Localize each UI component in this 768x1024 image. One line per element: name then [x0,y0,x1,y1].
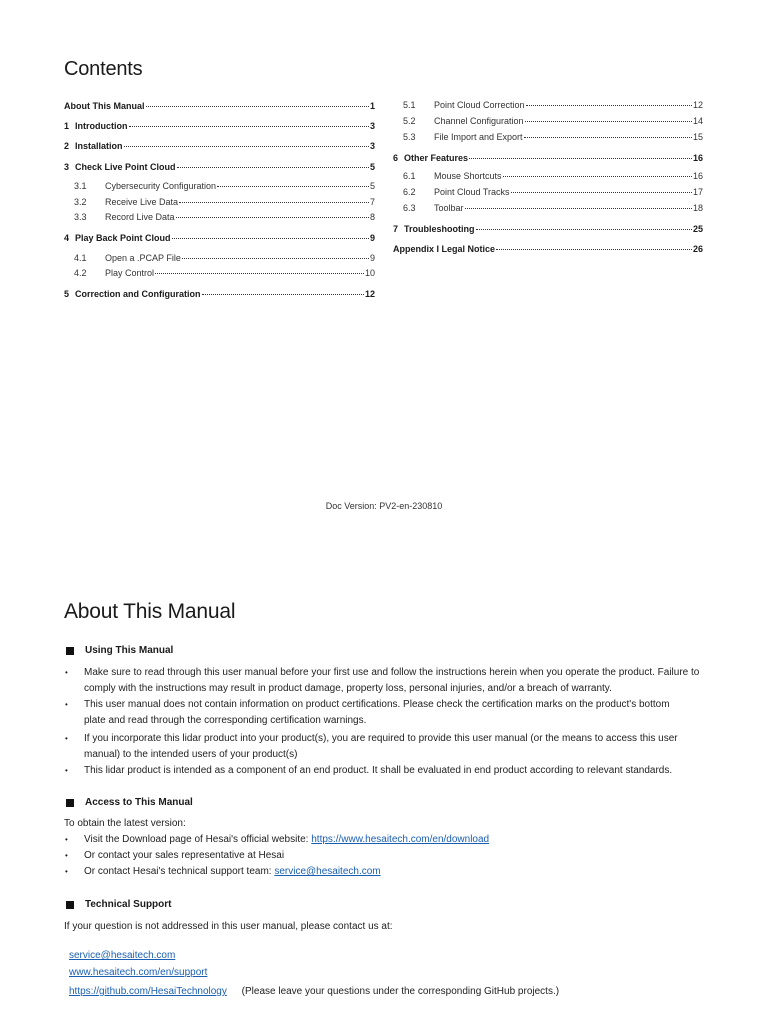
bullet-line: comply with the instructions may result in product damage, property loss, personal injuries, and/or a breach of warranty. [84,683,612,694]
toc-entry-title: Toolbar [434,203,464,213]
toc-entry-title: Installation [75,141,123,151]
bullet-line: plate and read through the corresponding certification warnings. [84,715,367,726]
list-item [65,731,745,763]
toc-entry-title: Play Back Point Cloud [75,233,171,243]
toc-leader-dots [503,176,692,177]
list-item [65,848,745,864]
toc-entry-page: 18 [692,203,703,213]
bullet-icon: • [65,867,68,876]
toc-entry[interactable] [74,181,375,191]
toc-entry[interactable] [74,197,375,207]
toc-entry-title: Mouse Shortcuts [434,171,502,181]
toc-entry-page: 3 [369,141,375,151]
toc-entry-page: 25 [692,224,703,234]
toc-entry[interactable] [403,203,703,213]
toc-entry-number: 2 [64,141,70,151]
toc-entry-number: 5.1 [403,100,416,110]
bullet-line: If you incorporate this lidar product into your product(s), you are required to provide this user manual (or the means to access this user [84,733,678,744]
toc-entry[interactable] [403,100,703,110]
toc-entry-page: 3 [369,121,375,131]
bullet-icon: • [65,700,68,709]
about-title: About This Manual [64,600,236,623]
toc-leader-dots [496,249,692,250]
support-email-link[interactable]: service@hesaitech.com [274,866,381,877]
toc-leader-dots [524,137,692,138]
toc-entry-number: 3.2 [74,197,87,207]
toc-entry-number: 4.2 [74,268,87,278]
toc-entry-title: Record Live Data [105,212,175,222]
toc-entry-number: 6.2 [403,187,416,197]
bullet-icon: • [65,668,68,677]
bullet-icon: • [65,835,68,844]
bullet-line: This user manual does not contain information on product certifications. Please check the certification marks on the product's bottom [84,699,670,710]
bullet-icon: • [65,766,68,775]
contents-title: Contents [64,58,143,80]
bullet-icon: • [65,734,68,743]
toc-entry[interactable] [74,212,375,222]
bullet-line: This lidar product is intended as a component of an end product. It shall be evaluated in end product according to relevant standards. [84,765,673,776]
using-manual-heading [66,645,173,656]
toc-leader-dots [465,208,692,209]
download-text: Visit the Download page of Hesai's official website: [84,834,312,845]
toc-entry[interactable] [64,162,375,172]
toc-entry[interactable] [74,268,375,278]
toc-entry-page: 17 [692,187,703,197]
support-intro: If your question is not addressed in this user manual, please contact us at: [64,921,393,932]
square-bullet-icon [66,799,74,807]
technical-support-heading [66,899,172,910]
toc-entry-page: 1 [369,101,375,111]
toc-entry-number: 5 [64,289,70,299]
toc-leader-dots [476,229,692,230]
bullet-line: Make sure to read through this user manual before your first use and follow the instructions herein when you operate the product. Failure to [84,667,700,678]
toc-entry[interactable] [393,224,703,234]
toc-entry-title: Cybersecurity Configuration [105,181,217,191]
toc-entry-page: 5 [369,162,375,172]
toc-leader-dots [177,167,369,168]
access-intro: To obtain the latest version: [64,818,186,829]
toc-entry[interactable] [64,289,375,299]
square-bullet-icon [66,901,74,909]
toc-entry[interactable] [393,244,703,254]
toc-entry-title: File Import and Export [434,132,523,142]
doc-version: Doc Version: PV2-en-230810 [325,501,443,511]
toc-entry-page: 9 [369,253,375,263]
toc-entry[interactable] [403,132,703,142]
toc-leader-dots [129,126,369,127]
toc-entry-number: 6.1 [403,171,416,181]
toc-leader-dots [146,106,369,107]
toc-entry-title: Receive Live Data [105,197,179,207]
toc-entry-number: 3 [64,162,70,172]
toc-entry[interactable] [403,187,703,197]
toc-entry[interactable] [64,101,375,111]
toc-leader-dots [202,294,364,295]
toc-leader-dots [155,273,364,274]
list-item [65,763,745,779]
toc-entry-page: 16 [692,153,703,163]
toc-entry-page: 14 [692,116,703,126]
toc-leader-dots [526,105,692,106]
toc-leader-dots [182,258,369,259]
list-item [65,832,745,848]
toc-entry-number: 7 [393,224,399,234]
toc-entry[interactable] [64,141,375,151]
contact-email-link[interactable]: service@hesaitech.com [69,950,176,961]
toc-entry-title: Play Control [105,268,155,278]
toc-entry-title: Other Features [404,153,469,163]
toc-entry-title: Check Live Point Cloud [75,162,176,172]
support-team-text: Or contact Hesai's technical support team: [84,866,275,877]
toc-leader-dots [179,202,369,203]
list-item [65,665,745,697]
toc-entry-number: 6 [393,153,399,163]
toc-entry[interactable] [403,116,703,126]
square-bullet-icon [66,647,74,655]
toc-leader-dots [469,158,692,159]
toc-entry-page: 16 [692,171,703,181]
toc-entry-number: 6.3 [403,203,416,213]
toc-entry-title: Introduction [75,121,128,131]
toc-entry-number: 5.2 [403,116,416,126]
toc-entry[interactable] [64,121,375,131]
toc-entry-page: 8 [369,212,375,222]
technical-support-heading-text: Technical Support [85,899,172,910]
toc-entry-title: Troubleshooting [404,224,475,234]
bullet-line: manual) to the intended users of your product(s) [84,749,298,760]
toc-entry-page: 15 [692,132,703,142]
toc-leader-dots [525,121,692,122]
toc-entry-page: 10 [364,268,375,278]
toc-entry-number: 4.1 [74,253,87,263]
access-manual-heading-text: Access to This Manual [85,797,193,808]
toc-entry-page: 12 [364,289,375,299]
toc-entry-number: 5.3 [403,132,416,142]
using-manual-heading-text: Using This Manual [85,645,174,656]
github-note: (Please leave your questions under the corresponding GitHub projects.) [241,986,560,997]
toc-entry-title: Point Cloud Tracks [434,187,510,197]
bullet-icon: • [65,851,68,860]
toc-leader-dots [124,146,369,147]
list-item [65,864,745,880]
toc-entry-number: 3.3 [74,212,87,222]
toc-entry[interactable] [403,171,703,181]
toc-leader-dots [176,217,369,218]
toc-entry[interactable] [393,153,703,163]
toc-entry-title: Open a .PCAP File [105,253,181,263]
toc-entry[interactable] [74,253,375,263]
download-link[interactable]: https://www.hesaitech.com/en/download [311,834,490,845]
toc-entry-title: Channel Configuration [434,116,524,126]
toc-leader-dots [217,186,369,187]
toc-entry-title: Correction and Configuration [75,289,201,299]
toc-entry-title: About This Manual [64,101,145,111]
toc-entry-page: 7 [369,197,375,207]
github-link[interactable]: https://github.com/HesaiTechnology [69,986,227,997]
toc-entry[interactable] [64,233,375,243]
toc-entry-title: Point Cloud Correction [434,100,525,110]
toc-entry-page: 26 [692,244,703,254]
toc-entry-page: 9 [369,233,375,243]
support-site-link[interactable]: www.hesaitech.com/en/support [69,967,208,978]
list-item [65,697,745,729]
toc-entry-title: Appendix I Legal Notice [393,244,496,254]
toc-leader-dots [172,238,369,239]
toc-entry-number: 3.1 [74,181,87,191]
toc-entry-number: 1 [64,121,70,131]
toc-entry-number: 4 [64,233,70,243]
toc-entry-page: 5 [369,181,375,191]
toc-leader-dots [511,192,692,193]
access-manual-heading [66,797,193,808]
sales-text: Or contact your sales representative at Hesai [84,850,285,861]
toc-entry-page: 12 [692,100,703,110]
